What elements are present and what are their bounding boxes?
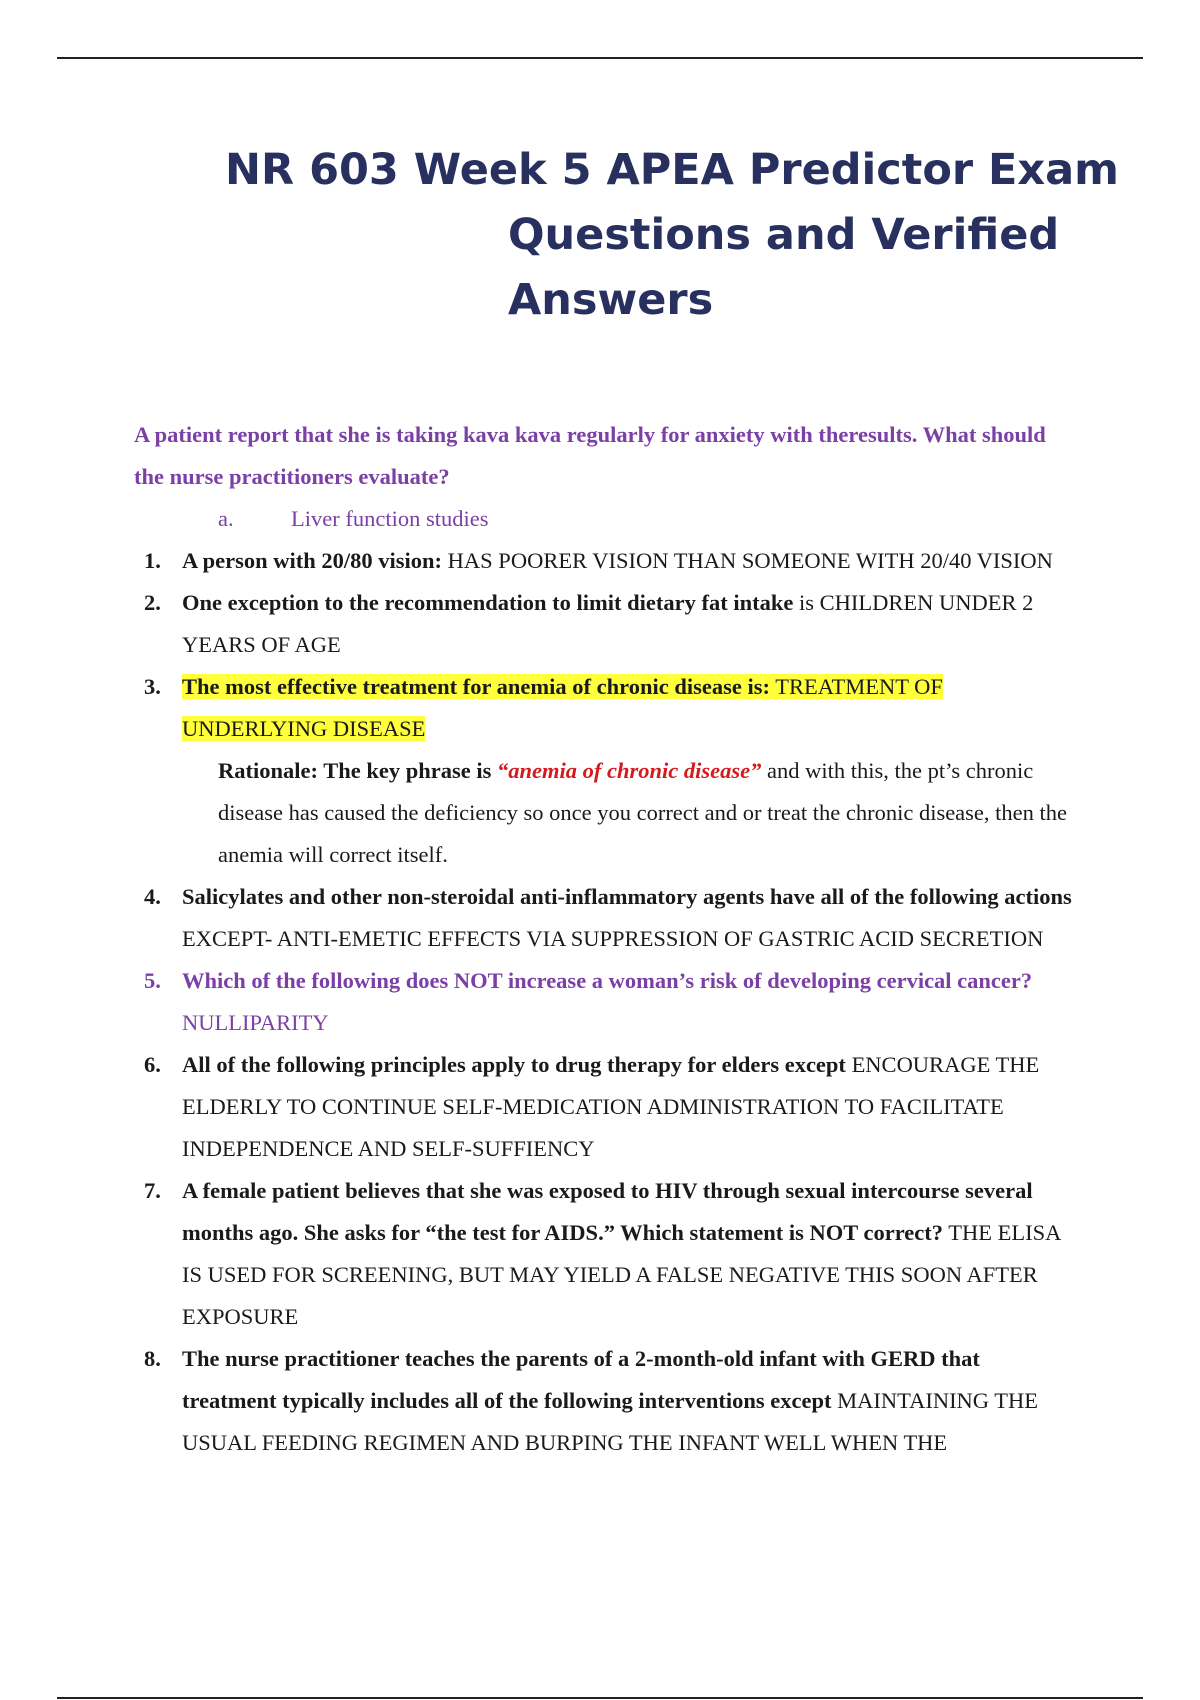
question-answer: HAS POORER VISION THAN SOMEONE WITH 20/40 VISION <box>442 548 1053 573</box>
question-number: 3. <box>144 674 161 699</box>
header-rule <box>57 57 1143 59</box>
question-item-3 <box>134 666 1079 876</box>
title-line-1: NR 603 Week 5 APEA Predictor Exam <box>225 145 1119 195</box>
title-line-2: Questions and Verified <box>508 210 1060 260</box>
question-answer: MAINTAINING THE USUAL FEEDING REGIMEN AND BURPING THE INFANT WELL WHEN THE <box>182 1388 1039 1455</box>
question-text: The most effective treatment for anemia of chronic disease is: <box>182 674 770 699</box>
question-text: One exception to the recommendation to limit dietary fat intake <box>182 590 794 615</box>
question-number: 8. <box>144 1346 161 1371</box>
rationale-text: and with this, the pt’s chronic disease has caused the deficiency so once you correct and or treat the chronic disease, then the anemia will correct itself. <box>218 758 1068 867</box>
question-answer: NULLIPARITY <box>182 1010 329 1035</box>
question-answer: EXCEPT- ANTI-EMETIC EFFECTS VIA SUPPRESSION OF GASTRIC ACID SECRETION <box>182 926 1044 951</box>
question-item-6 <box>134 1044 1079 1170</box>
highlighted-question <box>182 674 943 741</box>
question-text: The nurse practitioner teaches the parents of a 2-month-old infant with GERD that treatment typically includes all of the following interventions except <box>182 1346 980 1413</box>
question-answer: TREATMENT OF UNDERLYING DISEASE <box>182 674 943 741</box>
question-text: All of the following principles apply to drug therapy for elders except <box>182 1052 846 1077</box>
question-item-5 <box>134 960 1079 1044</box>
document-body <box>134 414 1079 1464</box>
question-number: 5. <box>144 968 161 993</box>
rationale-key-phrase: “anemia of chronic disease” <box>496 758 762 783</box>
intro-question: A patient report that she is taking kava kava regularly for anxiety with theresults. What should the nurse practitioners evaluate? <box>134 422 1046 489</box>
question-item-4 <box>134 876 1079 960</box>
question-text: Salicylates and other non-steroidal anti-inflammatory agents have all of the following actions <box>182 884 1072 909</box>
intro-answer-letter: a. <box>218 506 234 531</box>
question-answer: ENCOURAGE THE ELDERLY TO CONTINUE SELF-MEDICATION ADMINISTRATION TO FACILITATE INDEPENDENCE AND SELF-SUFFIENCY <box>182 1052 1040 1161</box>
question-list <box>134 540 1079 1464</box>
question-item-7 <box>134 1170 1079 1338</box>
question-number: 6. <box>144 1052 161 1077</box>
question-number: 2. <box>144 590 161 615</box>
question-item-1 <box>134 540 1079 582</box>
question-number: 1. <box>144 548 161 573</box>
rationale <box>182 750 1079 876</box>
footer-rule <box>57 1697 1143 1699</box>
question-number: 4. <box>144 884 161 909</box>
rationale-label: Rationale: The key phrase is <box>218 758 497 783</box>
title-line-3: Answers <box>508 275 714 325</box>
intro-answer <box>218 498 1079 540</box>
question-answer: is CHILDREN UNDER 2 YEARS OF AGE <box>182 590 1034 657</box>
intro-answer-text: Liver function studies <box>291 506 489 531</box>
question-item-8 <box>134 1338 1079 1464</box>
question-answer: THE ELISA IS USED FOR SCREENING, BUT MAY YIELD A FALSE NEGATIVE THIS SOON AFTER EXPOSURE <box>182 1220 1061 1329</box>
question-number: 7. <box>144 1178 161 1203</box>
question-item-2 <box>134 582 1079 666</box>
question-text: A female patient believes that she was exposed to HIV through sexual intercourse several months ago. She asks for “the test for AIDS.” Which statement is NOT correct? <box>182 1178 1033 1245</box>
question-text: A person with 20/80 vision: <box>182 548 443 573</box>
question-text: Which of the following does NOT increase a woman’s risk of developing cervical cancer? <box>182 968 1033 993</box>
